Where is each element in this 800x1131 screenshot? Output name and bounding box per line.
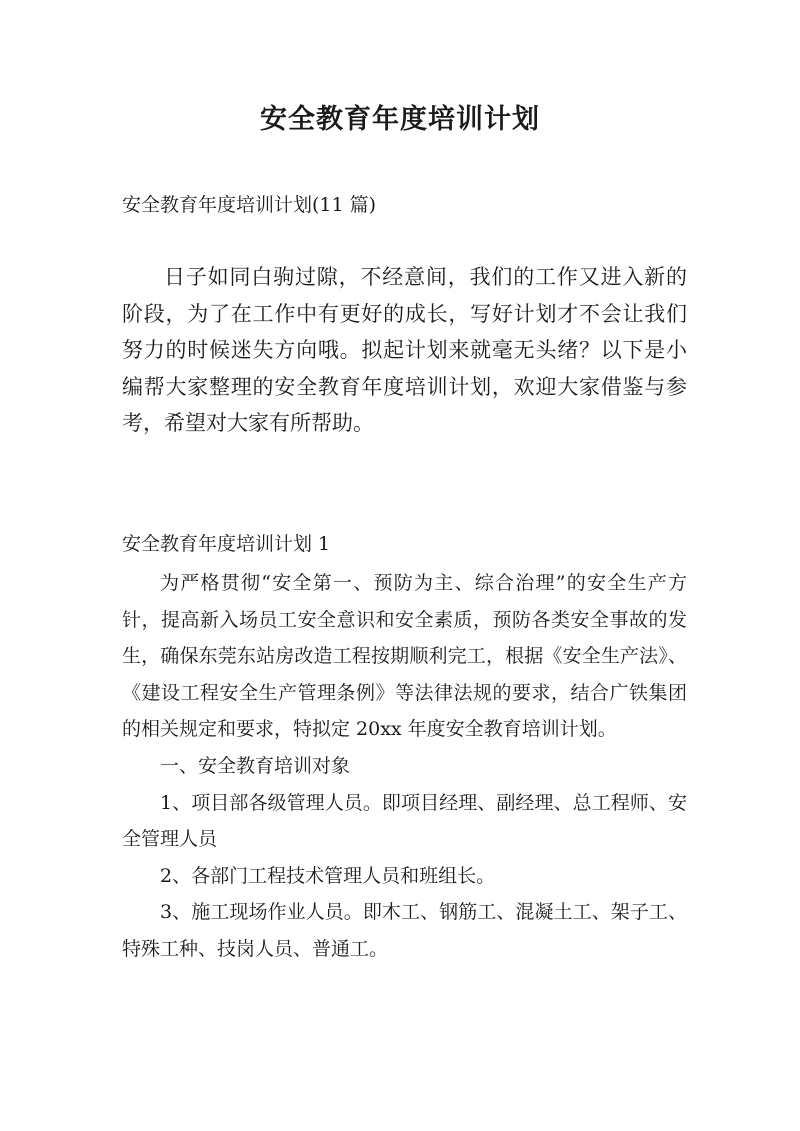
body-paragraph: 3、施工现场作业人员。即木工、钢筋工、混凝土工、架子工、特殊工种、技岗人员、普通工。	[122, 901, 687, 960]
section-heading: 安全教育年度培训计划 1	[122, 533, 331, 555]
document-subtitle: 安全教育年度培训计划(11 篇)	[122, 194, 377, 216]
body-paragraph: 2、各部门工程技术管理人员和班组长。	[160, 864, 496, 887]
body-paragraph: 1、项目部各级管理人员。即项目经理、副经理、总工程师、安全管理人员	[122, 791, 687, 851]
body-paragraph: 一、安全教育培训对象	[160, 754, 351, 777]
body-paragraph: 为严格贯彻“安全第一、预防为主、综合治理”的安全生产方针，提高新入场员工安全意识和安全素质，预防各类安全事故的发生，确保东莞东站房改造工程按期顺利完工，根据《安全生产法》、《建设工程安全生产管理条例》等法律法规的要求，结合广铁集团的相关规定和要求，特拟定 20xx 年度安全教育培训计划。	[122, 572, 687, 741]
intro-paragraph: 日子如同白驹过隙，不经意间，我们的工作又进入新的阶段，为了在工作中有更好的成长，写好计划才不会让我们努力的时候迷失方向哦。拟起计划来就毫无头绪？以下是小编帮大家整理的安全教育年度培训计划，欢迎大家借鉴与参考，希望对大家有所帮助。	[122, 265, 687, 435]
document-title: 安全教育年度培训计划	[260, 104, 540, 135]
section-body	[122, 565, 687, 968]
